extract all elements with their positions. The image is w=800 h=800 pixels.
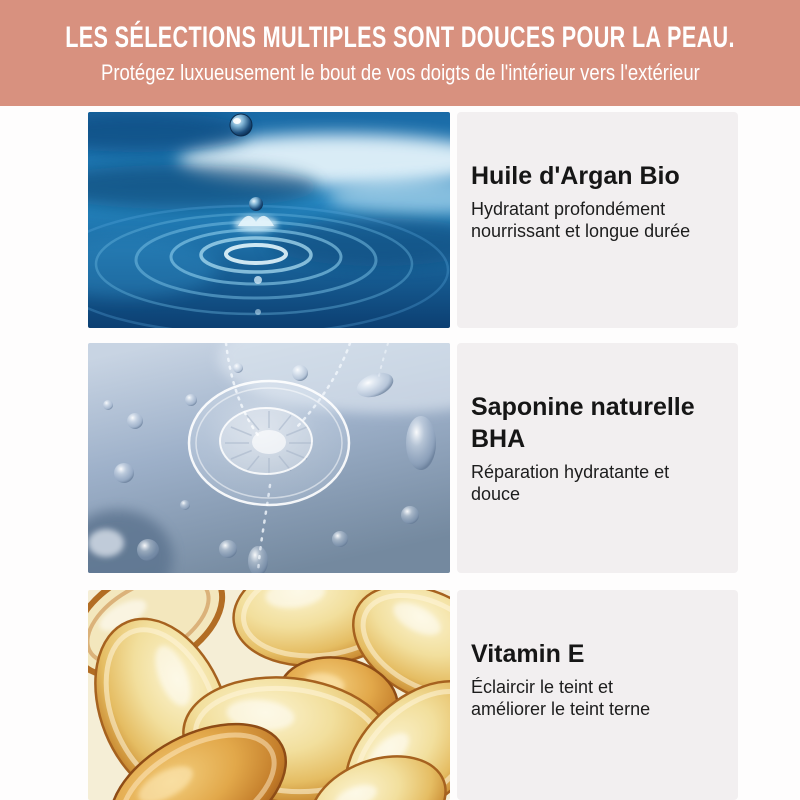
- feature-heading: Vitamin E: [471, 640, 585, 668]
- feature-description: Éclaircir le teint et améliorer le teint terne: [471, 677, 651, 719]
- feature-card-vitamin-e: [457, 590, 738, 800]
- feature-card-saponine: [457, 343, 738, 573]
- soap-gel-bubble-photo: [88, 343, 450, 573]
- feature-row-vitamin-e: [88, 590, 744, 800]
- header-banner: [0, 0, 800, 106]
- header-subtitle: Protégez luxueusement le bout de vos doigts de l'intérieur vers l'extérieur: [100, 59, 700, 85]
- feature-row-argan-oil: [88, 112, 744, 328]
- golden-vitamin-capsules-photo: [88, 590, 450, 800]
- feature-heading: Saponine naturelle BHA: [471, 393, 695, 453]
- water-splash-illustration: [88, 112, 450, 328]
- header-title: LES SÉLECTIONS MULTIPLES SONT DOUCES POUR LA PEAU.: [65, 20, 735, 54]
- feature-row-saponine: [88, 343, 744, 573]
- feature-description: Réparation hydratante et douce: [471, 462, 670, 504]
- gel-bubble-illustration: [88, 343, 450, 573]
- feature-description: Hydratant profondément nourrissant et longue durée: [471, 199, 691, 241]
- feature-card-argan-oil: [457, 112, 738, 328]
- feature-heading: Huile d'Argan Bio: [471, 162, 680, 190]
- water-droplet-splash-photo: [88, 112, 450, 328]
- capsules-illustration: [88, 590, 450, 800]
